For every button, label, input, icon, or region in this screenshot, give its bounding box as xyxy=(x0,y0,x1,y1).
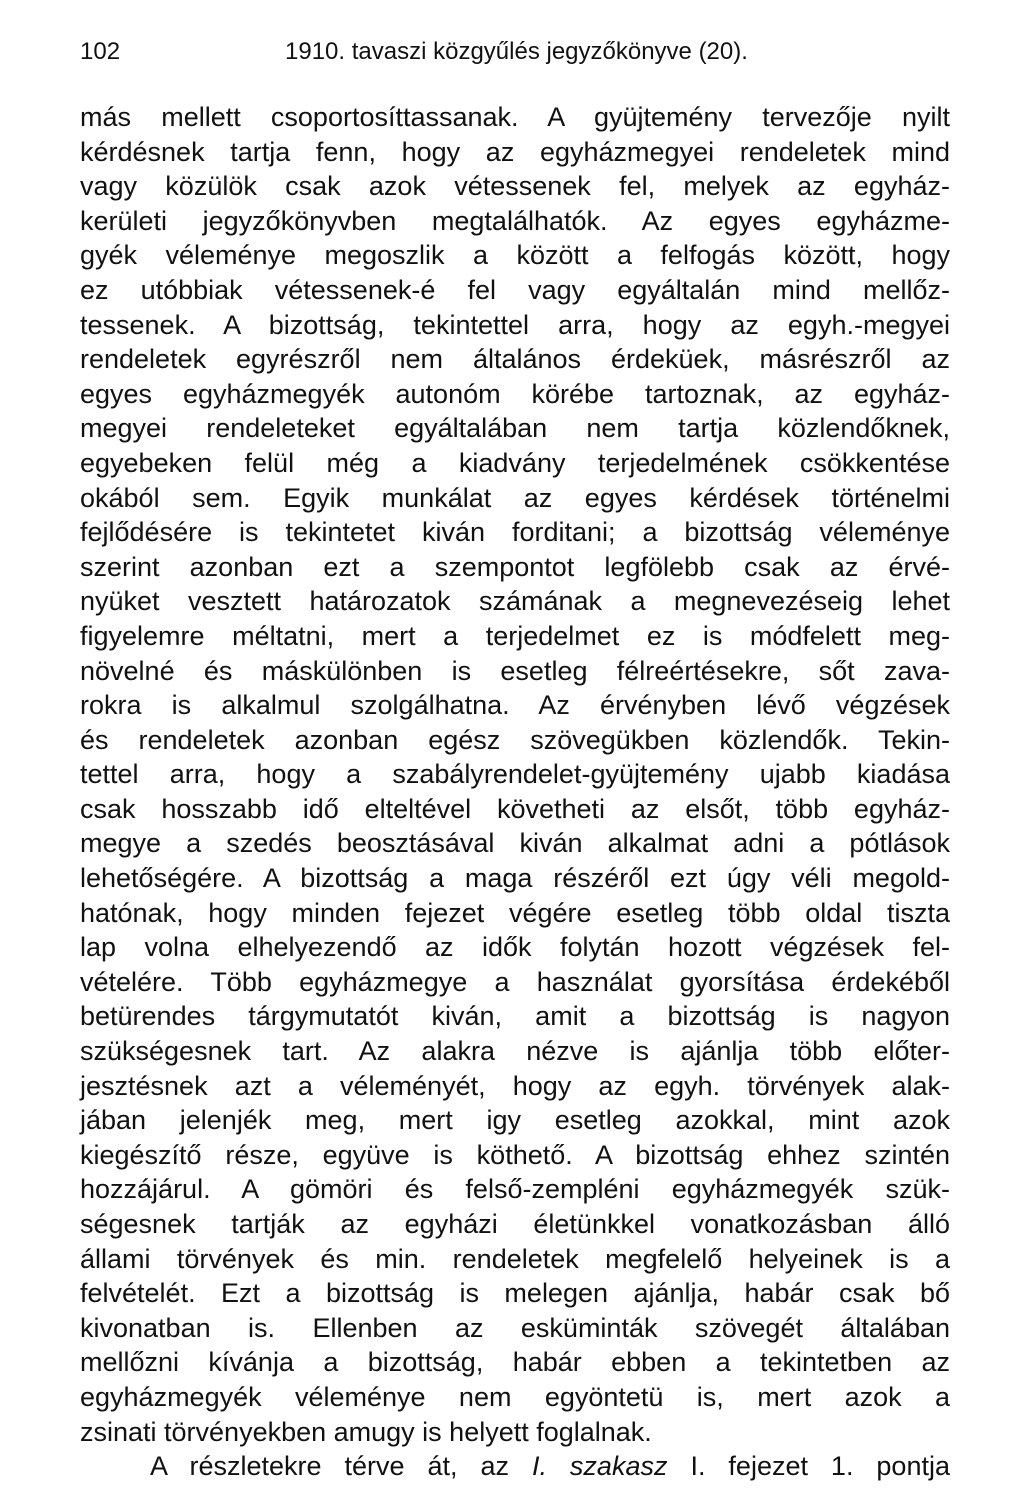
text-line: kérdésnek tartja fenn, hogy az egyházmegyei rendeletek mind xyxy=(80,136,950,167)
text-line: tettel arra, hogy a szabályrendelet-gyüjtemény ujabb kiadása xyxy=(80,759,950,790)
text-line: megyei rendeleteket egyáltalában nem tartja közlendőknek, xyxy=(80,413,950,444)
page-number: 102 xyxy=(80,38,121,65)
text-line: egyházmegyék véleménye nem egyöntetü is, mert azok a xyxy=(80,1381,950,1412)
text-line: rokra is alkalmul szolgálhatna. Az érvényben lévő végzések xyxy=(80,690,950,721)
new-paragraph-line xyxy=(80,1449,950,1484)
text-line: betürendes tárgymutatót kiván, amit a bizottság is nagyon xyxy=(80,1001,950,1032)
text-line: lap volna elhelyezendő az idők folytán hozott végzések fel- xyxy=(80,932,950,963)
text-line: rendeletek egyrészről nem általános érdeküek, másrészről az xyxy=(80,344,950,375)
text-line: lehetőségére. A bizottság a maga részéről ezt úgy véli megold- xyxy=(80,863,950,894)
text-line: tessenek. A bizottság, tekintettel arra, hogy az egyh.-megyei xyxy=(80,309,950,340)
final-line-start: A részletekre térve át, az xyxy=(150,1451,509,1482)
text-line: ez utóbbiak vétessenek-é fel vagy egyáltalán mind mellőz- xyxy=(80,274,950,305)
text-line: egyes egyházmegyék autonóm körébe tartoznak, az egyház- xyxy=(80,378,950,409)
text-line: okából sem. Egyik munkálat az egyes kérdések történelmi xyxy=(80,482,950,513)
final-line-end: I. fejezet 1. pontja xyxy=(690,1451,950,1482)
text-line: kivonatban is. Ellenben az esküminták szövegét általában xyxy=(80,1312,950,1343)
body-text xyxy=(80,100,950,1484)
text-line: hatónak, hogy minden fejezet végére esetleg több oldal tiszta xyxy=(80,897,950,928)
text-line: szerint azonban ezt a szempontot legfölebb csak az érvé- xyxy=(80,551,950,582)
text-line: növelné és máskülönben is esetleg félreértésekre, sőt zava- xyxy=(80,655,950,686)
text-line: csak hosszabb idő elteltével követheti az elsőt, több egyház- xyxy=(80,793,950,824)
text-line: állami törvények és min. rendeletek megfelelő helyeinek is a xyxy=(80,1243,950,1274)
text-line: mellőzni kívánja a bizottság, habár ebben a tekintetben az xyxy=(80,1347,950,1378)
text-line: jesztésnek azt a véleményét, hogy az egyh. törvények alak- xyxy=(80,1070,950,1101)
text-line: kerületi jegyzőkönyvben megtalálhatók. Az egyes egyházme- xyxy=(80,205,950,236)
text-line: fejlődésére is tekintetet kiván forditani; a bizottság véleménye xyxy=(80,517,950,548)
text-line: más mellett csoportosíttassanak. A gyüjtemény tervezője nyilt xyxy=(80,102,950,132)
text-line: vagy közülök csak azok vétessenek fel, melyek az egyház- xyxy=(80,171,950,202)
text-line: egyebeken felül még a kiadvány terjedelmének csökkentése xyxy=(80,447,950,478)
text-line: megye a szedés beosztásával kiván alkalmat adni a pótlások xyxy=(80,828,950,859)
text-line: jában jelenjék meg, mert igy esetleg azokkal, mint azok xyxy=(80,1105,950,1136)
text-line: figyelemre méltatni, mert a terjedelmet ez is módfelett meg- xyxy=(80,620,950,651)
text-line: felvételét. Ezt a bizottság is melegen ajánlja, habár csak bő xyxy=(80,1278,950,1309)
final-line-italic-section: I. szakasz xyxy=(531,1451,668,1482)
text-line: hozzájárul. A gömöri és felső-zempléni egyházmegyék szük- xyxy=(80,1174,950,1205)
text-line: kiegészítő része, együve is köthető. A bizottság ehhez szintén xyxy=(80,1139,950,1170)
text-line: vételére. Több egyházmegye a használat gyorsítása érdekéből xyxy=(80,966,950,997)
header-title: 1910. tavaszi közgyűlés jegyzőkönyve (20). xyxy=(285,38,748,65)
running-head xyxy=(80,34,950,70)
text-line: gyék véleménye megoszlik a között a felfogás között, hogy xyxy=(80,240,950,271)
text-line: szükségesnek tart. Az alakra nézve is ajánlja több előter- xyxy=(80,1036,950,1067)
text-line-paragraph-end: zsinati törvényekben amugy is helyett foglalnak. xyxy=(80,1416,652,1447)
text-line: ségesnek tartják az egyházi életünkkel vonatkozásban álló xyxy=(80,1209,950,1239)
text-line: és rendeletek azonban egész szövegükben közlendők. Tekin- xyxy=(80,724,950,755)
text-line: nyüket vesztett határozatok számának a megnevezéseig lehet xyxy=(80,586,950,617)
